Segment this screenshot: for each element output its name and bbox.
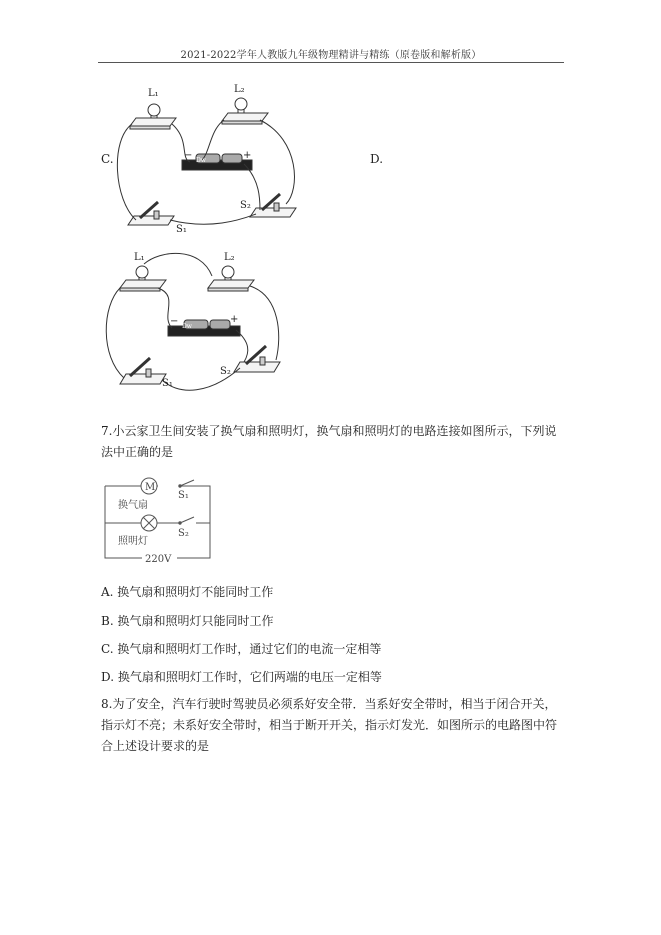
label-l2: L₂: [234, 84, 245, 95]
label-l2: L₂: [224, 252, 235, 263]
question-7-diagram: [100, 474, 215, 566]
header-rule: [98, 62, 564, 63]
switch-s2-label: S₂: [178, 528, 189, 539]
label-minus: −: [170, 316, 179, 327]
question-7-choice-d: D. 换气扇和照明灯工作时，它们两端的电压一定相等: [101, 670, 382, 684]
question-7-choice-b: B. 换气扇和照明灯只能同时工作: [101, 614, 274, 628]
circuit-figure-c: [110, 80, 310, 235]
voltage-label: 220V: [145, 554, 172, 565]
label-s2: S₂: [220, 366, 231, 377]
label-minus: −: [184, 150, 193, 161]
fan-label: 换气扇: [118, 500, 148, 511]
label-s1: S₁: [162, 378, 173, 389]
option-d-label: D.: [370, 152, 384, 166]
battery-mark: Dw: [196, 157, 206, 164]
battery-mark: Dw: [182, 323, 192, 330]
label-plus: +: [230, 314, 239, 325]
question-7-text: 7.小云家卫生间安装了换气扇和照明灯，换气扇和照明灯的电路连接如图所示，下列说法中正确的是: [101, 424, 557, 459]
question-7-choice-c: C. 换气扇和照明灯工作时，通过它们的电流一定相等: [101, 642, 382, 656]
option-c-label: C.: [101, 152, 114, 166]
page-header: 2021-2022学年人教版九年级物理精讲与精练（原卷版和解析版）: [180, 50, 482, 61]
label-s2: S₂: [240, 200, 251, 211]
label-l1: L₁: [134, 252, 145, 263]
question-8-text: 8.为了安全，汽车行驶时驾驶员必须系好安全带．当系好安全带时，相当于闭合开关，指示灯不亮；未系好安全带时，相当于断开开关，指示灯发光．如图所示的电路图中符合上述设计要求的是: [101, 697, 558, 753]
switch-s1-label: S₁: [178, 490, 189, 501]
label-plus: +: [243, 150, 252, 161]
label-s1: S₁: [176, 224, 187, 235]
label-l1: L₁: [148, 88, 159, 99]
circuit-figure-d: [100, 246, 300, 396]
motor-label: M: [145, 482, 156, 493]
question-7-choice-a: A. 换气扇和照明灯不能同时工作: [101, 585, 274, 599]
lamp-label: 照明灯: [118, 536, 148, 547]
